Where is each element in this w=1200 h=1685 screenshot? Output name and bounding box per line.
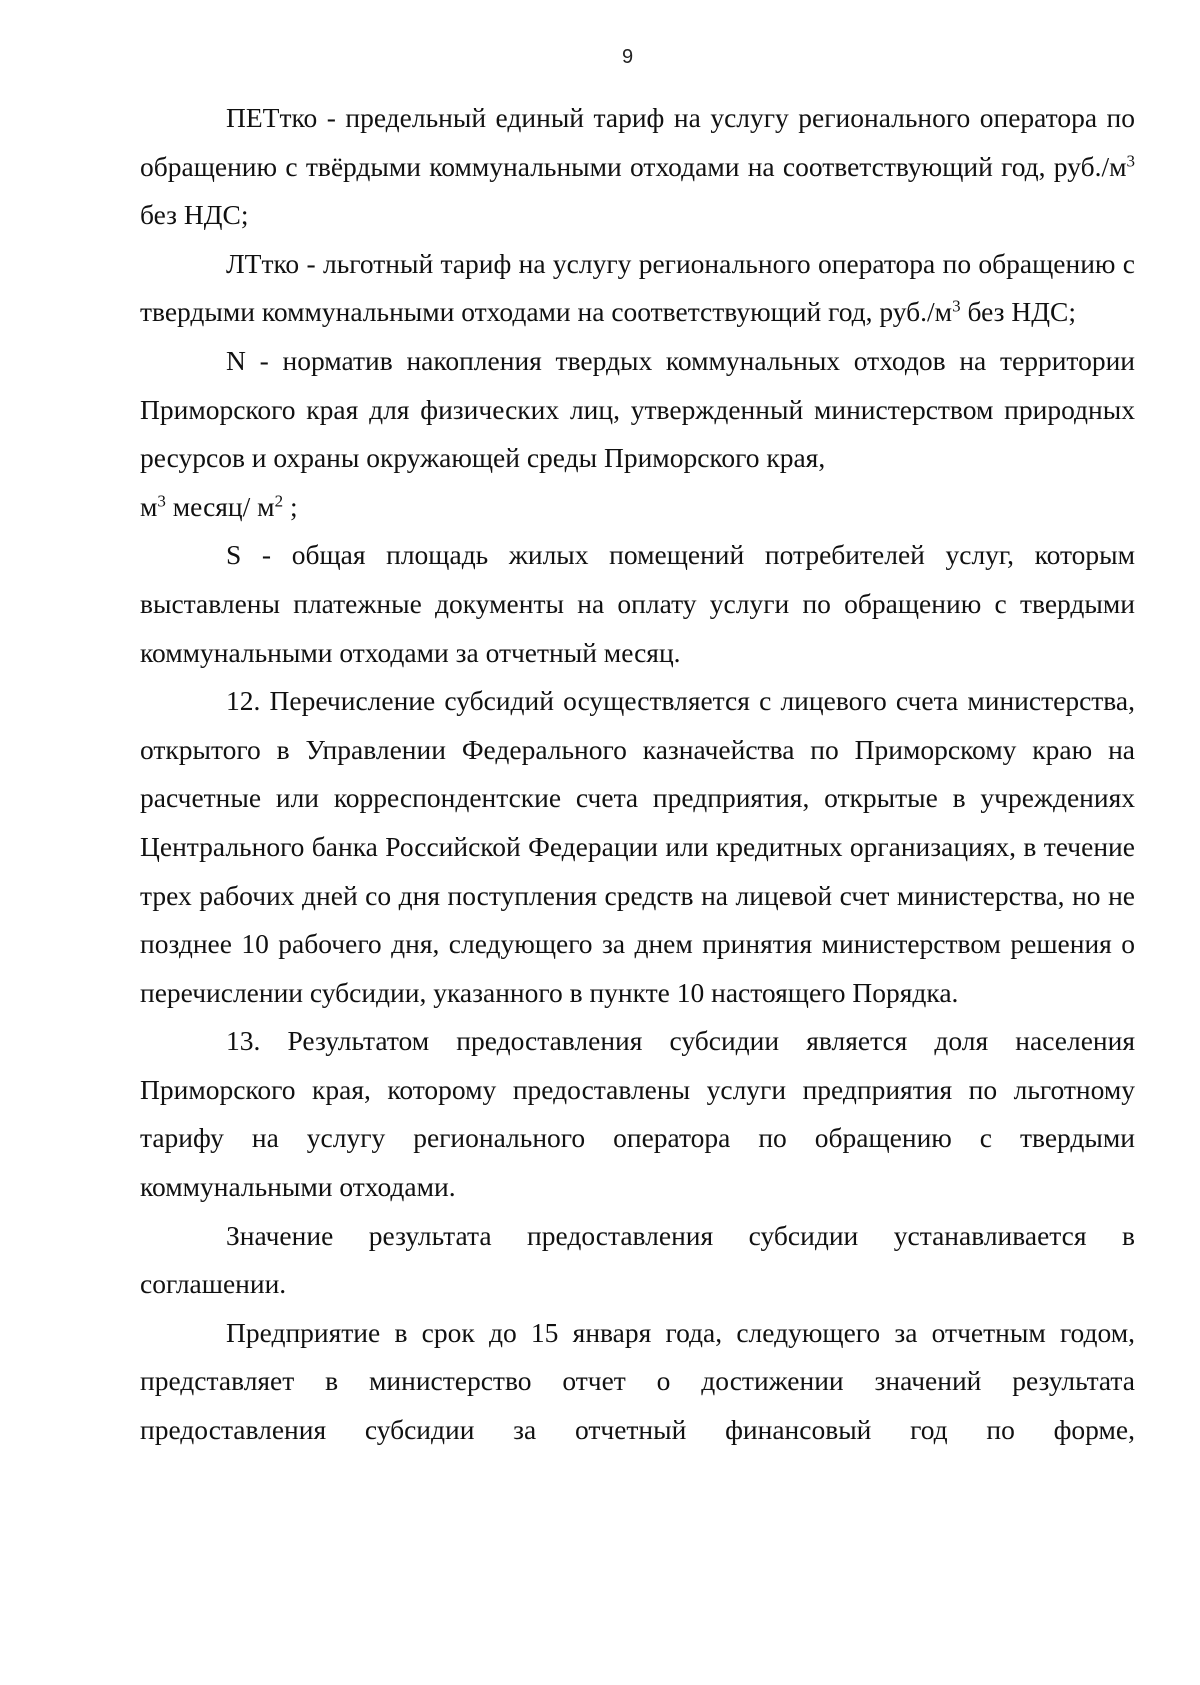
paragraph-text: N - норматив накопления твердых коммунальных отходов на территории Приморского края для физических лиц, утвержденный министерством природных ресурсов и охраны окружающей среды Приморского края,	[140, 344, 1135, 474]
superscript: 3	[952, 297, 961, 317]
unit-text: м	[140, 490, 158, 522]
paragraph-ltko-definition	[140, 240, 1135, 337]
paragraph-n-definition	[140, 337, 1135, 531]
superscript: 2	[274, 491, 284, 511]
paragraph-item-12: 12. Перечисление субсидий осуществляется с лицевого счета министерства, открытого в Управлении Федерального казначейства по Приморскому краю на расчетные или корреспондентские счета предприятия, открытые в учреждениях Центрального банка Российской Федерации или кредитных организациях, в течение трех рабочих дней со дня поступления средств на лицевой счет министерства, но не позднее 10 рабочего дня, следующего за днем принятия министерством решения о перечислении субсидии, указанного в пункте 10 настоящего Порядка.	[140, 685, 1135, 1008]
paragraph-text-tail: без НДС;	[140, 199, 249, 231]
unit-text: месяц/ м	[165, 490, 275, 522]
paragraph-s-definition: S - общая площадь жилых помещений потребителей услуг, которым выставлены платежные документы на оплату услуги по обращению с твердыми коммунальными отходами за отчетный месяц.	[140, 539, 1135, 668]
paragraph-item-13: 13. Результатом предоставления субсидии является доля населения Приморского края, которому предоставлены услуги предприятия по льготному тарифу на услугу регионального оператора по обращению с твердыми коммунальными отходами.	[140, 1025, 1135, 1203]
paragraph-report-deadline: Предприятие в срок до 15 января года, следующего за отчетным годом, представляет в министерство отчет о достижении значений результата предоставления субсидии за отчетный финансовый год по форме,	[140, 1316, 1135, 1446]
paragraph-petko-definition	[140, 94, 1135, 240]
page-number: 9	[621, 46, 634, 68]
paragraph-text: ПЕТтко - предельный единый тариф на услугу регионального оператора по обращению с твёрдыми коммунальными отходами на соответствующий год, руб./м	[140, 102, 1135, 182]
superscript: 3	[1126, 151, 1135, 171]
document-body	[140, 94, 1135, 1455]
paragraph-text: ЛТтко - льготный тариф на услугу регионального оператора по обращению с твердыми коммунальными отходами на соответствующий год, руб./м	[140, 247, 1135, 328]
paragraph-text-tail: без НДС;	[960, 296, 1076, 328]
paragraph-result-value: Значение результата предоставления субсидии устанавливается в соглашении.	[140, 1219, 1135, 1300]
superscript: 3	[157, 491, 166, 511]
paragraph-text-tail: ;	[283, 490, 298, 522]
